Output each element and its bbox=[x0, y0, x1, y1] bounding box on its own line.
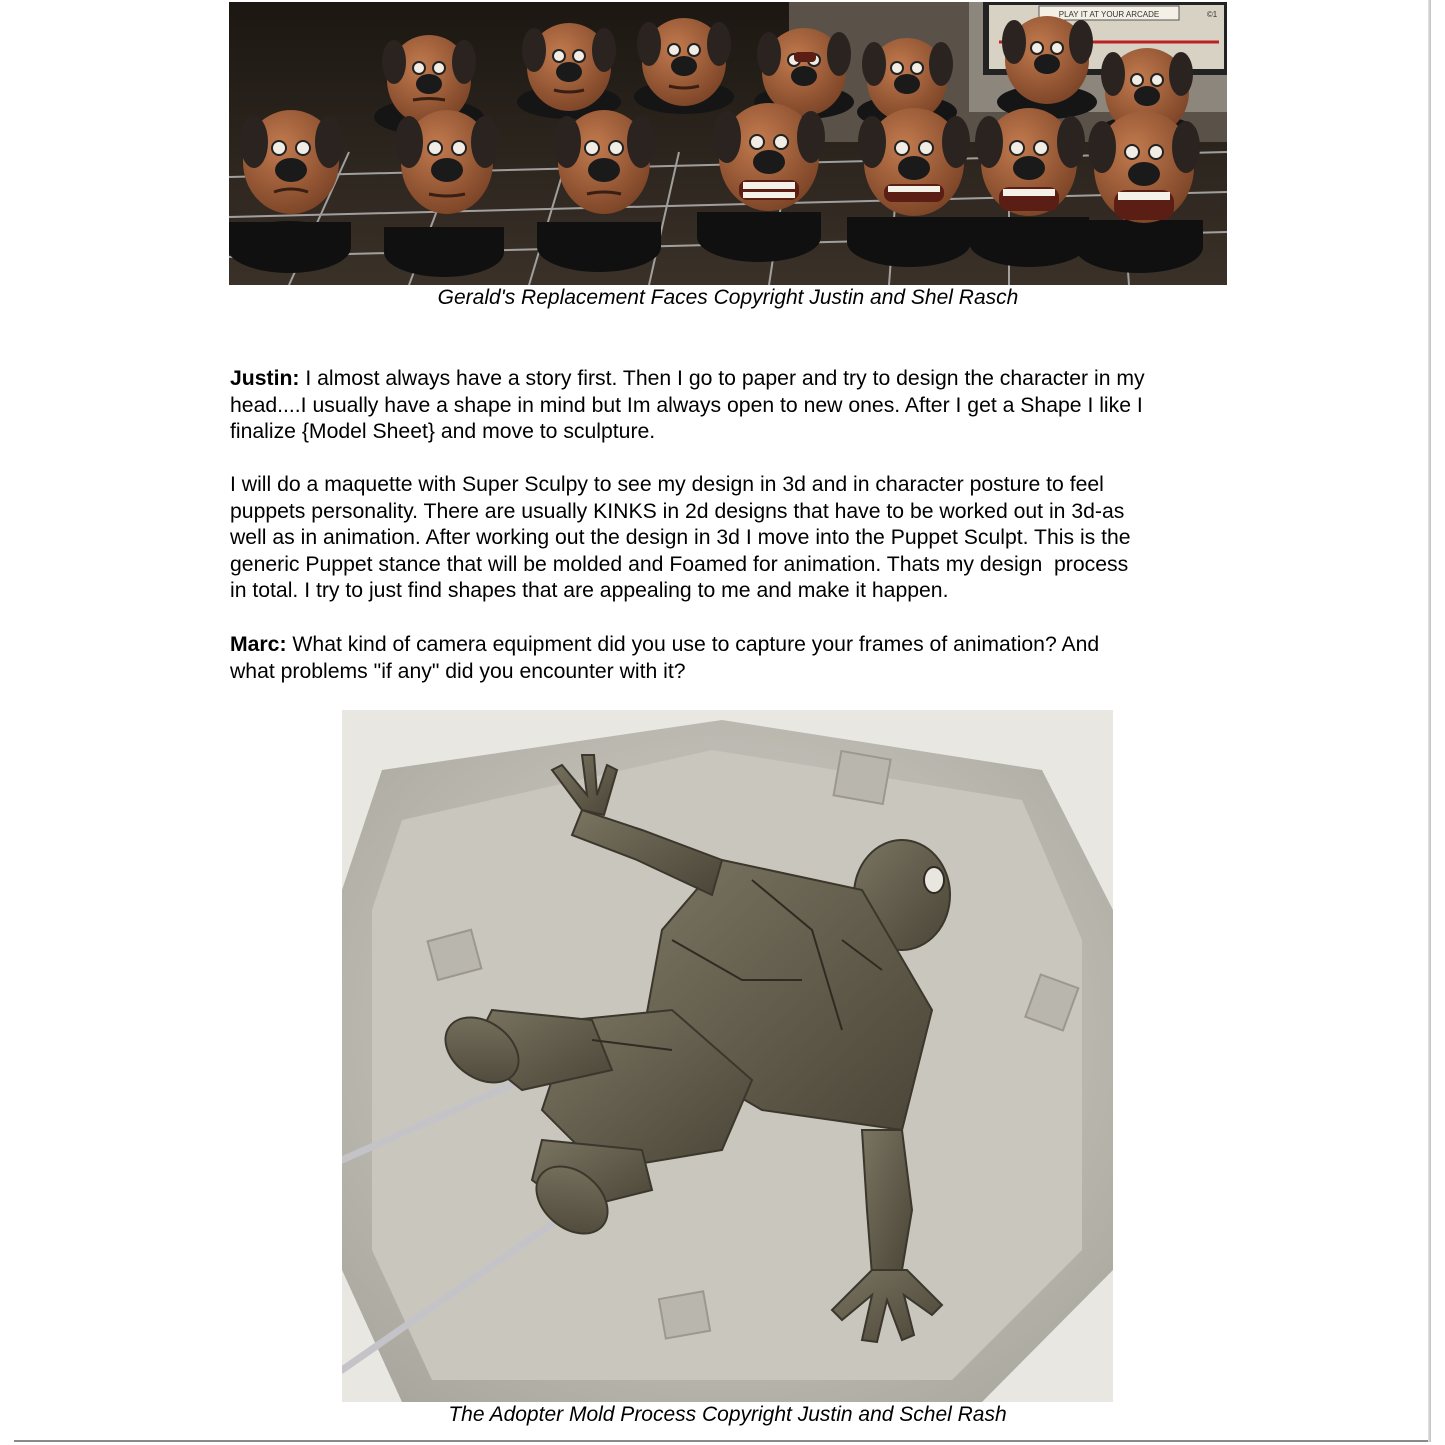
line-text: What kind of camera equipment did you use to capture your frames of animation? And bbox=[286, 633, 1100, 656]
text-line: finalize {Model Sheet} and move to sculpture. bbox=[230, 420, 656, 443]
speaker-label: Marc: bbox=[230, 633, 287, 656]
paragraph-justin-story bbox=[230, 366, 1230, 446]
sign-symbol: ©1 bbox=[1206, 10, 1218, 19]
replacement-faces-photo bbox=[229, 2, 1227, 285]
text-line: in total. I try to just find shapes that are appealing to me and make it happen. bbox=[230, 579, 949, 602]
page-bottom-rule bbox=[14, 1440, 1430, 1442]
sign-text: PLAY IT AT YOUR ARCADE bbox=[1058, 10, 1160, 19]
text-line bbox=[230, 366, 1230, 393]
text-line: what problems "if any" did you encounter with it? bbox=[230, 659, 686, 683]
mold-process-photo bbox=[342, 710, 1113, 1402]
faces-photo-caption: Gerald's Replacement Faces Copyright Justin and Shel Rasch bbox=[437, 286, 1019, 309]
page-right-edge bbox=[1428, 0, 1431, 1442]
mold-photo-caption: The Adopter Mold Process Copyright Justin and Schel Rash bbox=[448, 1403, 1007, 1426]
paragraph-marc-question bbox=[230, 632, 1230, 685]
text-line: I will do a maquette with Super Sculpy to see my design in 3d and in character posture to feel bbox=[230, 473, 1104, 496]
line-text: I almost always have a story first. Then I go to paper and try to design the character in my bbox=[299, 367, 1145, 390]
text-line: generic Puppet stance that will be molded and Foamed for animation. Thats my design process bbox=[230, 552, 1129, 576]
text-line: head....I usually have a shape in mind but Im always open to new ones. After I get a Shape I like I bbox=[230, 393, 1143, 417]
text-line: puppets personality. There are usually KINKS in 2d designs that have to be worked out in 3d-as bbox=[230, 499, 1125, 523]
replacement-faces-illustration bbox=[229, 2, 1227, 285]
speaker-label: Justin: bbox=[230, 367, 300, 390]
text-line bbox=[230, 632, 1230, 659]
paragraph-maquette bbox=[230, 472, 1230, 605]
mold-process-illustration bbox=[342, 710, 1113, 1402]
text-line: well as in animation. After working out the design in 3d I move into the Puppet Sculpt. This is the bbox=[230, 526, 1131, 549]
